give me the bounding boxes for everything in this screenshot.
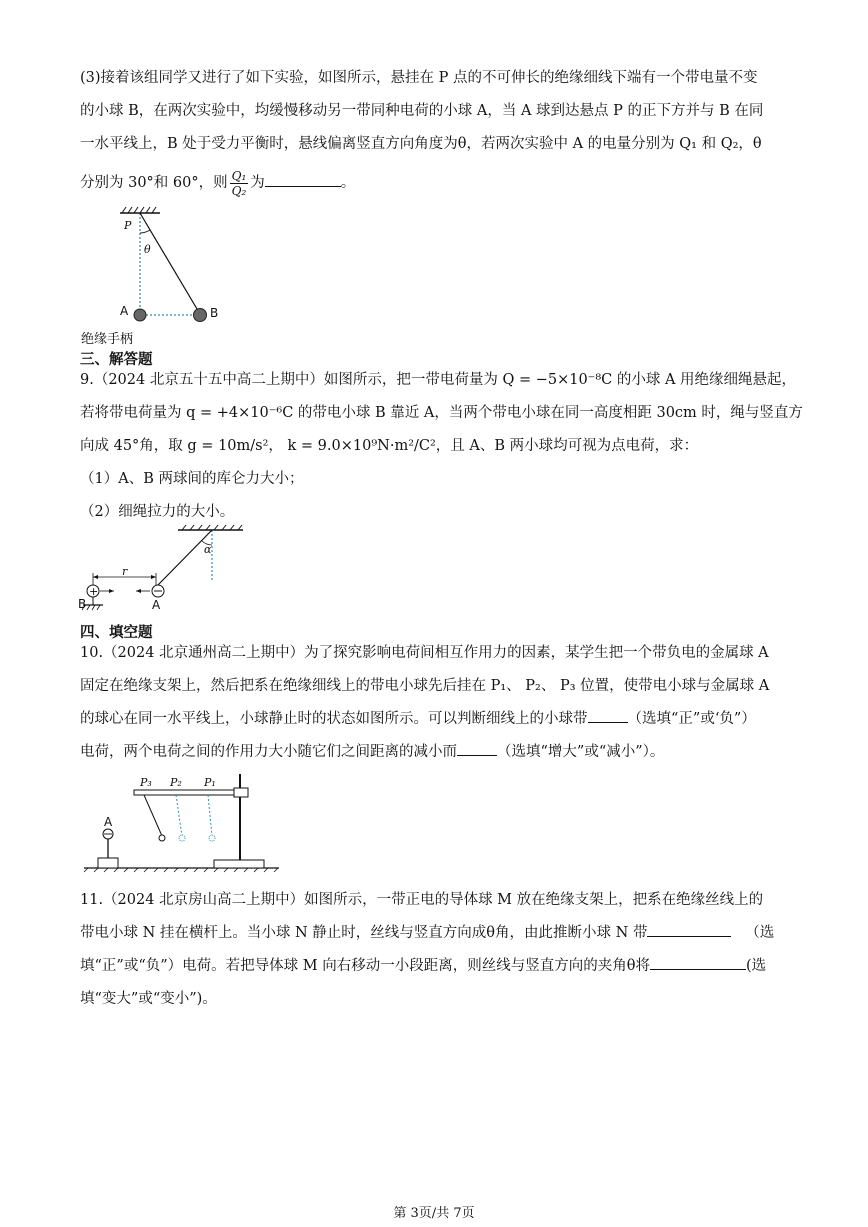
label-A: A xyxy=(104,815,113,829)
label-A: A xyxy=(120,304,129,318)
q3-line-3: 一水平线上，B 处于受力平衡时，悬线偏离竖直方向角度为θ，若两次实验中 A 的电量分别为 Q₁ 和 Q₂，θ xyxy=(80,136,762,152)
apparatus-figure-q10 xyxy=(84,772,284,872)
q11-line-3: 填“正”或“负”）电荷。若把导体球 M 向右移动一小段距离，则丝线与竖直方向的夹角θ将 (选 xyxy=(80,950,792,983)
label-B: B xyxy=(78,597,87,611)
label-alpha: α xyxy=(204,543,212,556)
label-r: r xyxy=(122,565,128,578)
answer-blank-q3[interactable] xyxy=(265,170,341,187)
q9-line-3: 向成 45°角，取 g = 10m/s²， k = 9.0×10⁹N·m²/C²，且 A、B 两小球均可视为点电荷，求： xyxy=(80,438,699,454)
label-B: B xyxy=(210,306,219,320)
q11-line-1: 11.（2024 北京房山高二上期中）如图所示，一带正电的导体球 M 放在绝缘支架上，把系在绝缘丝线上的 xyxy=(80,892,764,908)
q9-sub-1: （1）A、B 两球间的库仑力大小； xyxy=(80,471,304,487)
question-9-text xyxy=(80,364,803,529)
label-P1: P₁ xyxy=(204,776,216,789)
answer-blank-q11-angle[interactable] xyxy=(650,953,746,970)
q10-line-2: 固定在绝缘支架上，然后把系在绝缘细线上的带电小球先后挂在 P₁、 P₂、 P₃ 位置，使带电小球与金属球 A xyxy=(80,678,770,694)
ratio-fraction: $\frac{\text{Q₁}}{\text{Q₂}}$ xyxy=(231,168,247,198)
question-11-text xyxy=(80,884,792,1016)
page-footer: 第 3页/共 7页 xyxy=(393,1206,475,1221)
q9-sub-2: （2）细绳拉力的大小。 xyxy=(80,504,235,520)
q3-line-1: (3)接着该组同学又进行了如下实验，如图所示，悬挂在 P 点的不可伸长的绝缘细线下端有一个带电量不变 xyxy=(80,70,758,86)
q10-line-1: 10.（2024 北京通州高二上期中）为了探究影响电荷间相互作用力的因素，某学生把一个带负电的金属球 A xyxy=(80,645,769,661)
label-A: A xyxy=(152,598,161,612)
answer-blank-q10-force[interactable] xyxy=(457,739,497,756)
coulomb-figure-q9 xyxy=(78,525,258,620)
q3-line-2: 的小球 B，在两次实验中，均缓慢移动另一带同种电荷的小球 A，当 A 球到达悬点 P 的正下方并与 B 在同 xyxy=(80,103,764,119)
answer-blank-q10-charge[interactable] xyxy=(588,706,628,723)
svg-text:+: + xyxy=(89,585,99,598)
question-3-text xyxy=(80,62,792,205)
q3-line-4: 分别为 30°和 60°，则 $\frac{\text{Q₁}}{\text{Q₂}}$ 为 。 xyxy=(80,168,356,198)
question-10-text xyxy=(80,637,792,769)
q10-line-3: 的球心在同一水平线上，小球静止时的状态如图所示。可以判断细线上的小球带 （选填“正”或‘负”） xyxy=(80,703,792,736)
section-heading-3: 三、解答题 xyxy=(80,352,153,368)
q10-line-4: 电荷，两个电荷之间的作用力大小随它们之间距离的减小而 （选填“增大”或“减小”）。 xyxy=(80,736,792,769)
answer-blank-q11-charge[interactable] xyxy=(647,920,731,937)
q11-line-4: 填“变大”或“变小”)。 xyxy=(80,991,217,1007)
pendulum-figure-q3 xyxy=(78,205,238,345)
q9-line-1: 9.（2024 北京五十五中高二上期中）如图所示，把一带电荷量为 Q = −5×10⁻⁸C 的小球 A 用绝缘细绳悬起， xyxy=(80,372,797,388)
section-heading-4: 四、填空题 xyxy=(80,625,153,641)
label-theta: θ xyxy=(144,243,151,256)
q9-line-2: 若将带电荷量为 q = +4×10⁻⁶C 的带电小球 B 靠近 A，当两个带电小球在同一高度相距 30cm 时，绳与竖直方 xyxy=(80,405,803,421)
label-P2: P₂ xyxy=(170,776,182,789)
figure-caption-insulated-handle: 绝缘手柄 xyxy=(81,332,134,347)
q11-line-2: 带电小球 N 挂在横杆上。当小球 N 静止时，丝线与竖直方向成θ角，由此推断小球 N 带 （选 xyxy=(80,917,792,950)
label-P: P xyxy=(124,219,132,232)
label-P3: P₃ xyxy=(140,776,152,789)
